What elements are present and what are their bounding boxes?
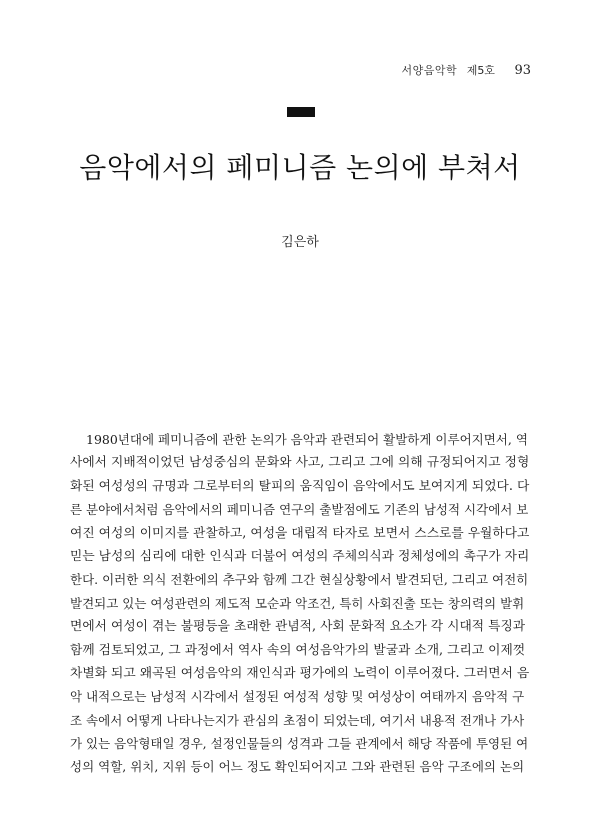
body-line: 믿는 남성의 심리에 대한 인식과 더불어 여성의 주체의식과 정체성에의 촉구가 자리 [70, 548, 530, 564]
body-line: 면에서 여성이 겪는 불평등을 초래한 관념적, 사회 문화적 요소가 각 시대적 특징과 [70, 619, 526, 635]
body-line: 악 내적으로는 남성적 시각에서 설정된 여성적 성향 및 여성상이 여태까지 음악적 구 [70, 689, 525, 705]
title-decoration-bar [287, 107, 315, 117]
article-author: 김은하 [281, 235, 319, 250]
article-body [70, 428, 532, 779]
body-line: 한다. 이러한 의식 전환에의 추구와 함께 그간 현실상황에서 발견되던, 그리고 여전히 [70, 572, 529, 588]
body-line: 가 있는 음악형태일 경우, 설정인물들의 성격과 그들 관계에서 해당 작품에 투영된 여 [70, 736, 529, 752]
body-line: 발견되고 있는 여성관련의 제도적 모순과 악조건, 특히 사회진출 또는 창의력의 발휘 [70, 595, 525, 611]
body-line: 차별화 되고 왜곡된 여성음악의 재인식과 평가에의 노력이 이루어졌다. 그러면서 음 [70, 665, 530, 681]
body-line: 사에서 지배적이었던 남성중심의 문화와 사고, 그리고 그에 의해 규정되어지고 정형 [70, 455, 530, 471]
body-line: 함께 검토되었고, 그 과정에서 역사 속의 여성음악가의 발굴과 소개, 그리고 이제껏 [70, 642, 526, 658]
body-line: 여진 여성의 이미지를 관찰하고, 여성을 대립적 타자로 보면서 스스로를 우월하다고 [70, 525, 530, 541]
body-line: 조 속에서 어떻게 나타나는지가 관심의 초점이 되었는데, 여기서 내용적 전개나 가사 [70, 712, 525, 728]
journal-name: 서양음악학 [401, 64, 458, 77]
body-line: 른 분야에서처럼 음악에서의 페미니즘 연구의 출발점에도 기존의 남성적 시각에서 보 [70, 502, 529, 518]
body-line: 성의 역할, 위치, 지위 등이 어느 정도 확인되어지고 그와 관련된 음악 구조에의 논의 [70, 759, 525, 775]
issue-number: 제5호 [466, 64, 495, 77]
body-line: 화된 여성성의 규명과 그로부터의 탈피의 움직임이 음악에서도 보여지게 되었다. 다 [70, 478, 530, 494]
article-title: 음악에서의 페미니즘 논의에 부쳐서 [79, 151, 521, 184]
page-number: 93 [514, 63, 531, 78]
running-header [0, 62, 531, 78]
body-line: 1980년대에 페미니즘에 관한 논의가 음악과 관련되어 활발하게 이루어지면서, 역 [86, 432, 528, 447]
